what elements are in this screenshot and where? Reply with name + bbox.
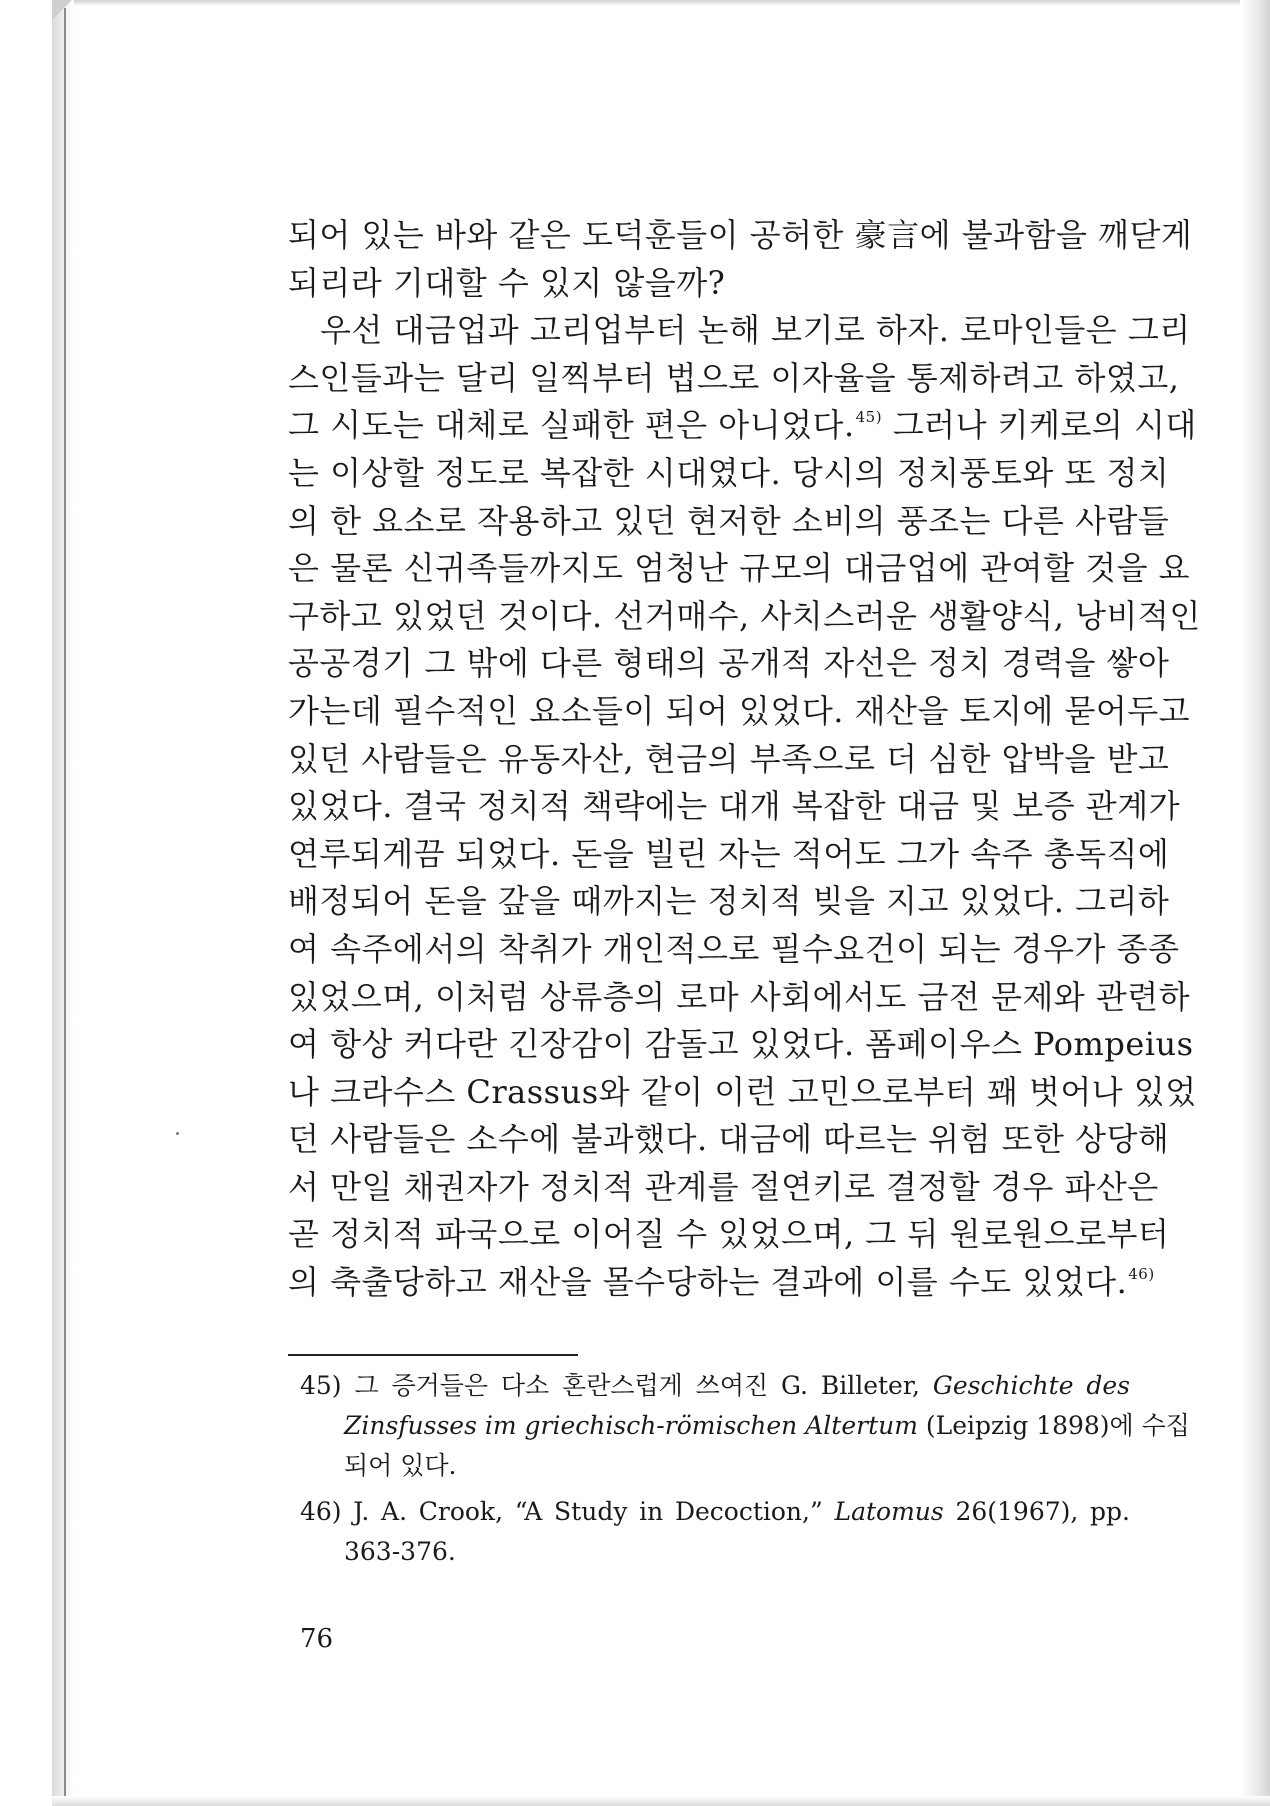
footnote-journal: Latomus <box>834 1497 944 1526</box>
footnote-46-line <box>300 1492 1130 1532</box>
footnote-46-line: 363-376. <box>344 1537 456 1566</box>
footnote-title: Geschichte des <box>932 1371 1130 1400</box>
text-line: 있던 사람들은 유동자산, 현금의 부족으로 더 심한 압박을 받고 <box>288 739 1170 778</box>
text-line: 던 사람들은 소수에 불과했다. 대금에 따르는 위험 또한 상당해 <box>288 1120 1170 1159</box>
footnote-number: 45) <box>300 1371 342 1400</box>
paragraph-start-line: 우선 대금업과 고리업부터 논해 보기로 하자. 로마인들은 그리 <box>320 311 1191 350</box>
footnote-text: J. A. Crook, “A Study in Decoction,” <box>353 1497 823 1526</box>
text-segment: 그 시도는 대체로 실패한 편은 아니었다. <box>288 406 855 445</box>
footnote-45-line <box>300 1366 1130 1406</box>
footnote-title: Zinsfusses im griechisch-römischen Altertum <box>344 1411 918 1440</box>
text-line: 서 만일 채권자가 정치적 관계를 절연키로 결정할 경우 파산은 <box>288 1167 1159 1206</box>
text-line: 되리라 기대할 수 있지 않을까? <box>288 263 726 302</box>
text-line: 연루되게끔 되었다. 돈을 빌린 자는 적어도 그가 속주 총독직에 <box>288 834 1170 873</box>
footnote-ref-45[interactable]: 45) <box>855 408 883 427</box>
text-line: 은 물론 신귀족들까지도 엄청난 규모의 대금업에 관여할 것을 요 <box>288 549 1191 588</box>
text-segment: 의 축출당하고 재산을 몰수당하는 결과에 이를 수도 있었다. <box>288 1263 1128 1302</box>
footnote-45-line: 되어 있다. <box>344 1451 457 1480</box>
page-edge-left <box>52 0 74 1806</box>
footnotes <box>300 1366 1190 1572</box>
text-line-with-note-ref <box>288 402 1197 450</box>
footnote-45-line <box>300 1406 1190 1446</box>
footnote-separator <box>288 1354 578 1356</box>
page-edge-top <box>64 0 1270 6</box>
page-edge-right <box>1240 0 1270 1806</box>
text-line: 의 한 요소로 작용하고 있던 현저한 소비의 풍조는 다른 사람들 <box>288 501 1170 540</box>
text-line: 곧 정치적 파국으로 이어질 수 있었으며, 그 뒤 원로원으로부터 <box>288 1215 1170 1254</box>
body-text <box>288 212 1201 1307</box>
text-line: 는 이상할 정도로 복잡한 시대였다. 당시의 정치풍토와 또 정치 <box>288 453 1170 492</box>
text-line: 가는데 필수적인 요소들이 되어 있었다. 재산을 토지에 묻어두고 <box>288 691 1191 730</box>
text-segment: 그러나 키케로의 시대 <box>892 406 1197 445</box>
text-line: 나 크라수스 Crassus와 같이 이런 고민으로부터 꽤 벗어나 있었 <box>288 1072 1197 1111</box>
text-line-with-note-ref <box>288 1259 1155 1307</box>
text-line: 공공경기 그 밖에 다른 형태의 공개적 자선은 정치 경력을 쌓아 <box>288 644 1170 683</box>
footnote-text: (Leipzig 1898)에 수집 <box>925 1411 1190 1440</box>
page-edge-bottom <box>52 1796 1270 1806</box>
text-line: 배정되어 돈을 갚을 때까지는 정치적 빚을 지고 있었다. 그리하 <box>288 882 1170 921</box>
footnote-ref-46[interactable]: 46) <box>1128 1265 1155 1284</box>
scan-speck <box>176 1132 179 1135</box>
text-line: 있었다. 결국 정치적 책략에는 대개 복잡한 대금 및 보증 관계가 <box>288 787 1181 826</box>
page-spine-line <box>64 8 66 1798</box>
page-number: 76 <box>300 1624 334 1654</box>
footnote-text: 그 증거들은 다소 혼란스럽게 쓰여진 G. Billeter, <box>354 1371 920 1400</box>
text-line: 여 속주에서의 착취가 개인적으로 필수요건이 되는 경우가 종종 <box>288 929 1180 968</box>
text-line: 있었으며, 이처럼 상류층의 로마 사회에서도 금전 문제와 관련하 <box>288 977 1191 1016</box>
page-corner <box>52 0 72 20</box>
text-line: 스인들과는 달리 일찍부터 법으로 이자율을 통제하려고 하였고, <box>288 358 1180 397</box>
footnote-text: 26(1967), pp. <box>955 1497 1131 1526</box>
text-line: 구하고 있었던 것이다. 선거매수, 사치스러운 생활양식, 낭비적인 <box>288 596 1201 635</box>
footnote-number: 46) <box>300 1497 342 1526</box>
text-line: 되어 있는 바와 같은 도덕훈들이 공허한 豪言에 불과함을 깨닫게 <box>288 216 1193 254</box>
text-line: 여 항상 커다란 긴장감이 감돌고 있었다. 폼페이우스 Pompeius <box>288 1025 1194 1064</box>
